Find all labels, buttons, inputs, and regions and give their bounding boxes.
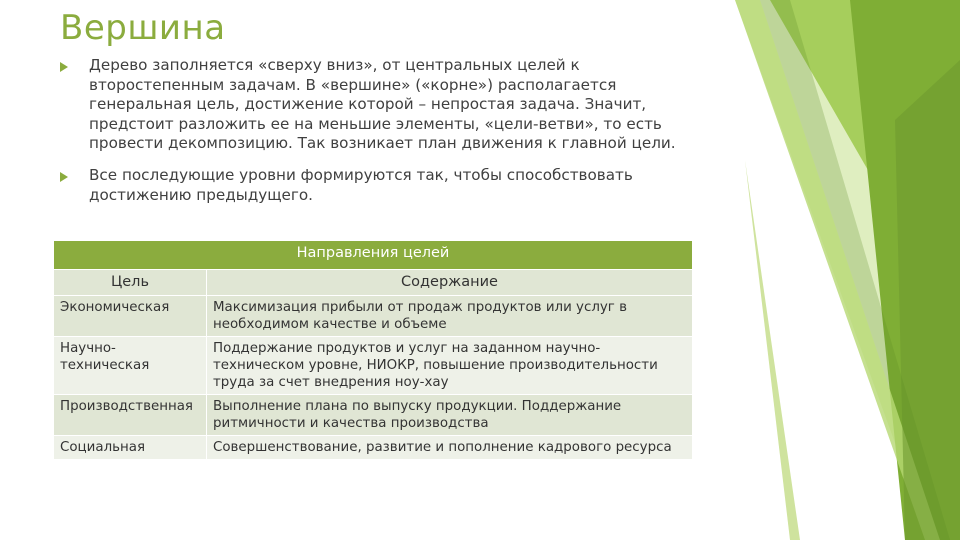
triangle-bullet-icon	[60, 172, 68, 182]
table-caption-row	[54, 241, 693, 270]
bullet-item	[60, 56, 710, 154]
table-header-row	[54, 270, 693, 296]
table-caption: Направления целей	[54, 241, 693, 270]
table-row	[54, 395, 693, 436]
goal-cell: Научно-техническая	[54, 337, 207, 395]
goal-cell: Производственная	[54, 395, 207, 436]
goals-table	[53, 240, 693, 460]
content-cell: Максимизация прибыли от продаж продуктов или услуг в необходимом качестве и объеме	[207, 296, 693, 337]
triangle-bullet-icon	[60, 62, 68, 72]
table-row	[54, 436, 693, 460]
table-row	[54, 296, 693, 337]
goal-cell: Социальная	[54, 436, 207, 460]
slide-title: Вершина	[60, 8, 226, 48]
column-header-content: Содержание	[207, 270, 693, 296]
bullet-text: Все последующие уровни формируются так, чтобы способствовать достижению предыдущего.	[89, 165, 633, 204]
bullet-item	[60, 166, 710, 205]
column-header-goal: Цель	[54, 270, 207, 296]
content-cell: Выполнение плана по выпуску продукции. Поддержание ритмичности и качества производства	[207, 395, 693, 436]
content-cell: Совершенствование, развитие и пополнение кадрового ресурса	[207, 436, 693, 460]
bullet-list	[60, 56, 710, 217]
bullet-text: Дерево заполняется «сверху вниз», от центральных целей к второстепенным задачам. В «вершине» («корне») располагается генеральная цель, достижение которой – непростая задача. Значит, предстоит разложить ее на меньшие элементы, «цели-ветви», то есть провести декомпозицию. Так возникает план движения к главной цели.	[89, 56, 676, 153]
content-cell: Поддержание продуктов и услуг на заданном научно-техническом уровне, НИОКР, повышение производительности труда за счет внедрения ноу-хау	[207, 337, 693, 395]
goal-cell: Экономическая	[54, 296, 207, 337]
table-row	[54, 337, 693, 395]
